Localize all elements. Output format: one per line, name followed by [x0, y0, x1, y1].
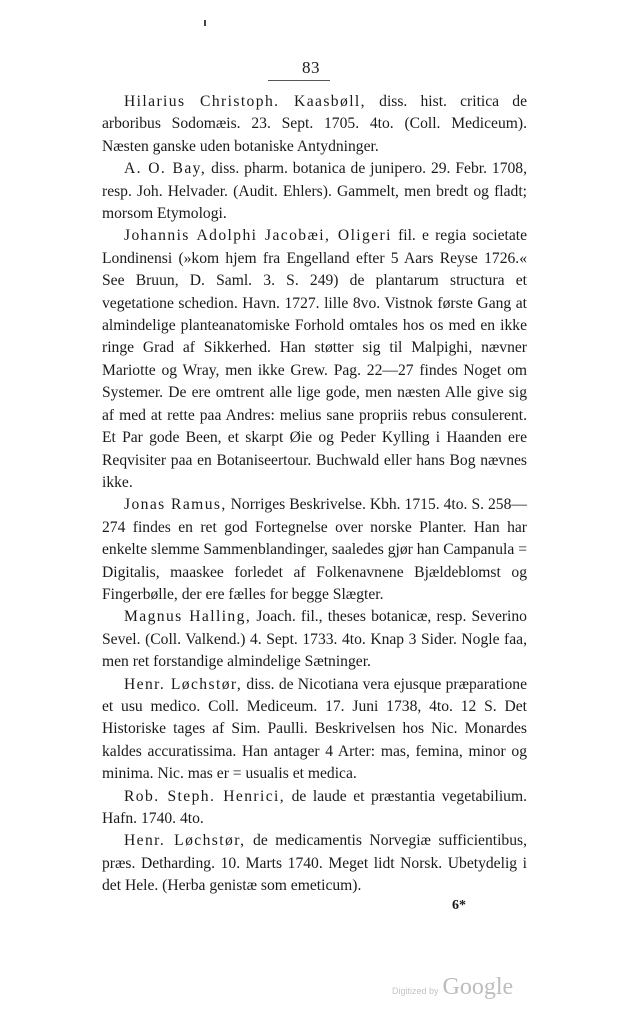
bibliography-entry	[102, 830, 527, 897]
entry-text: de laude et præstantia vegetabilium. Hafn. 1740. 4to.	[102, 787, 527, 827]
entry-author: Johannis Adolphi Jacobæi, Oligeri	[124, 227, 392, 245]
entry-author: Hilarius Christoph. Kaasbøll,	[124, 93, 366, 110]
bibliography-entry	[102, 91, 527, 158]
page-number-rule	[268, 80, 330, 81]
google-logo: Google	[442, 974, 514, 1000]
signature-mark: 6*	[452, 898, 466, 913]
bibliography-entry	[102, 158, 527, 225]
bibliography-entry	[102, 606, 527, 673]
entry-text: Norriges Beskrivelse. Kbh. 1715. 4to. S. 258—274 findes en ret god Fortegnelse over norske Planter. Han har enkelte slemme Sammenblandinger, saaledes gjør han Campanula = Digitalis, maaskee forledet af Folkenavnene Bjældeblomst og Fingerbølle, der ere fælles for begge Slægter.	[102, 496, 527, 603]
entry-text: diss. hist. critica de arboribus Sodomæis. 23. Sept. 1705. 4to. (Coll. Mediceum). Næsten ganske uden botaniske Antydninger.	[102, 93, 527, 155]
entry-author: Henr. Løchstør,	[124, 832, 246, 850]
scan-speck	[204, 20, 206, 26]
digitized-watermark	[392, 974, 513, 1001]
bibliography-entry	[102, 674, 527, 786]
entry-text: de medicamentis Norvegiæ sufficientibus, præs. Detharding. 10. Marts 1740. Meget lidt Norsk. Ubetydelig i det Hele. (Herba genistæ som emeticum).	[102, 832, 527, 895]
page-number: 83	[302, 58, 320, 77]
entry-text: diss. de Nicotiana vera ejusque præparatione et usu medico. Coll. Mediceum. 17. Juni 1738, 4to. 12 S. Det Historiske tages af Sim. Paulli. Beskrivelsen hos Nic. Monardes kaldes accuratissima. Han antager 4 Arter: mas, femina, minor og minima. Nic. mas er = usualis et medica.	[102, 675, 527, 783]
entry-text: diss. pharm. botanica de junipero. 29. Febr. 1708, resp. Joh. Helvader. (Audit. Ehlers). Gammelt, men bredt og fladt; morsom Etymologi.	[102, 160, 527, 223]
entry-text: fil. e regia societate Londinensi (»kom hjem fra Engelland efter 5 Aars Reyse 1726.« See Bruun, D. Saml. 3. S. 249) de plantarum structura et vegetatione schedion. Havn. 1727. lille 8vo. Vistnok første Gang at almindelige planteanatomiske Forhold omtales hos os med en ikke ringe Grad af Sikkerhed. Han støtter sig til Malpighi, nævner Mariotte og Wray, men ikke Grew. Pag. 22—27 findes Noget om Systemer. De ere omtrent alle lige gode, men næsten Alle give sig af med at rette paa Andres: melius sane propriis rebus consulerent. Et Par gode Been, et skarpt Øie og Peder Kylling i Haanden ere Reqvisiter paa en Botaniseertour. Buchwald eller hans Bog nævnes ikke.	[102, 227, 527, 491]
bibliography-entry	[102, 494, 527, 606]
digitized-label: Digitized by	[392, 986, 439, 996]
entry-author: Jonas Ramus,	[124, 496, 227, 514]
entry-author: A. O. Bay,	[124, 160, 207, 178]
entry-author: Magnus Halling,	[124, 608, 252, 626]
bibliography-entry	[102, 786, 527, 831]
entry-author: Rob. Steph. Henrici,	[124, 787, 286, 805]
entry-text: Joach. fil., theses botanicæ, resp. Severino Sevel. (Coll. Valkend.) 4. Sept. 1733. 4to. Knap 3 Sider. Nogle faa, men ret forstandige almindelige Sætninger.	[102, 608, 527, 671]
bibliography-entry	[102, 225, 527, 494]
entry-author: Henr. Løchstør,	[124, 675, 243, 693]
page-body-text	[102, 91, 527, 898]
